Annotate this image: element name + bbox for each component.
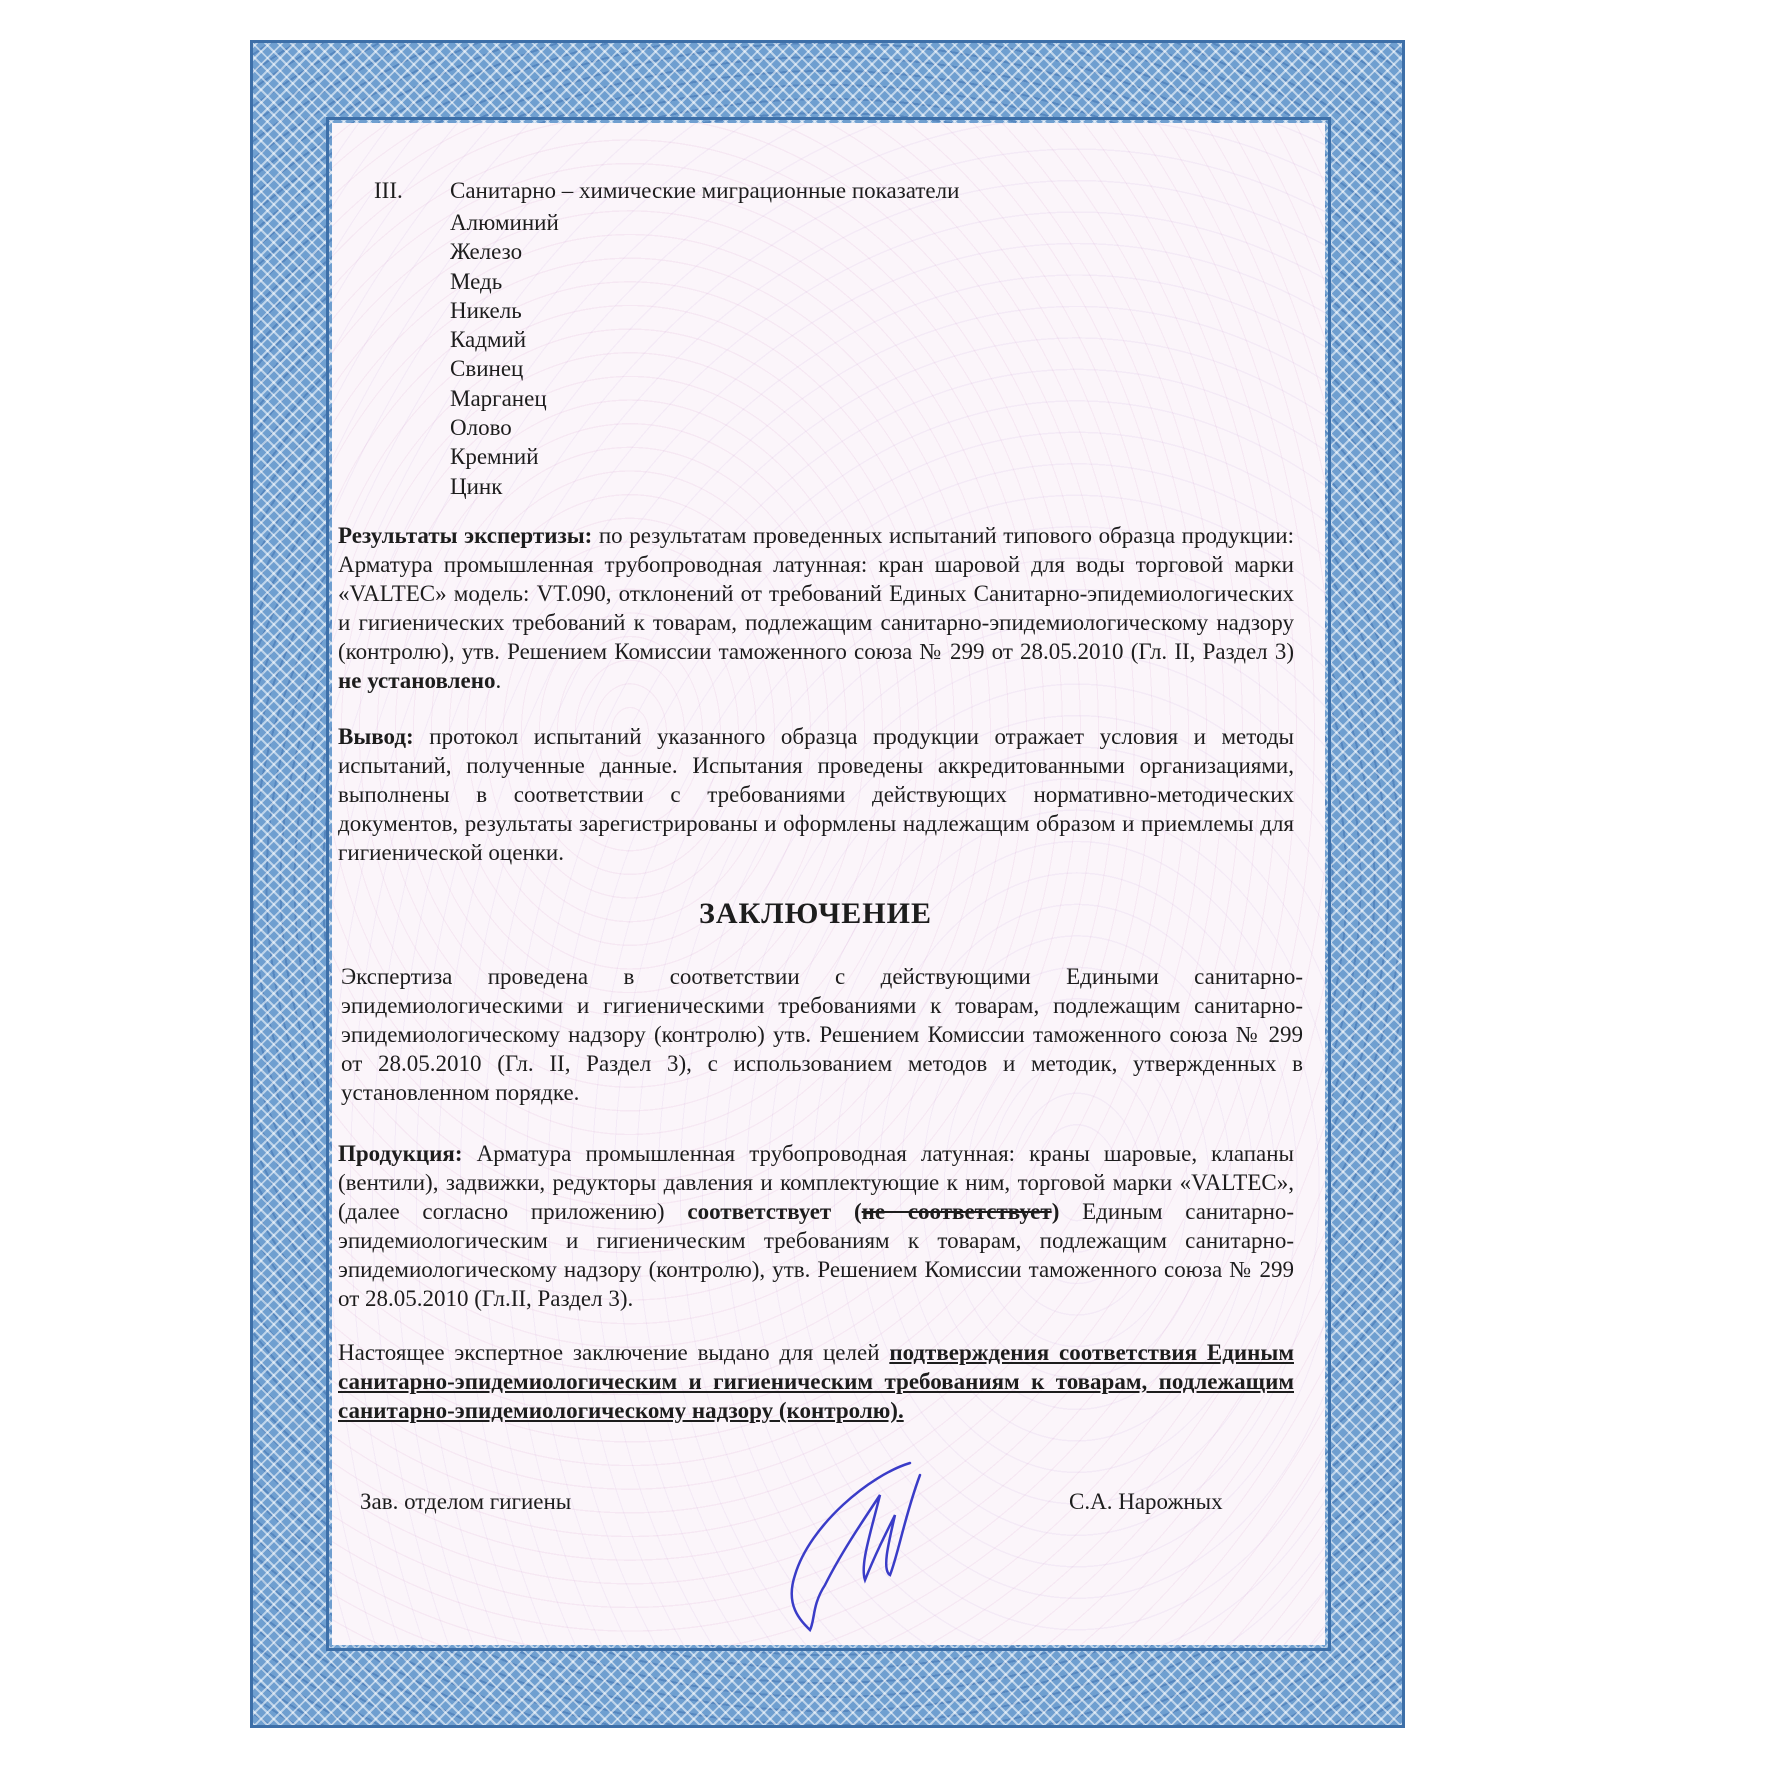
list-item: Кадмий: [450, 327, 527, 353]
page-title: ЗАКЛЮЧЕНИЕ: [699, 897, 932, 930]
product-close-paren: ): [1051, 1199, 1060, 1224]
list-item: Алюминий: [450, 210, 559, 235]
expertise-paragraph: Экспертиза проведена в соответствии с действующими Едиными санитарно-эпидемиологическими и гигиеническими требованиями к товарам, подлежащим санитарно-эпидемиологическому надзору (контролю) утв. Решением Комиссии таможенного союза № 299 от 28.05.2010 (Гл. II, Раздел 3), с использованием методов и методик, утвержденных в установленном порядке.: [341, 964, 1303, 1105]
signer-name: С.А. Нарожных: [1069, 1489, 1223, 1514]
list-item: Медь: [450, 268, 503, 294]
results-emphasis: не установлено: [338, 668, 496, 693]
results-end: .: [495, 668, 502, 693]
conclusion-note-text: протокол испытаний указанного образца продукции отражает условия и методы испытаний, полученные данные. Испытания проведены аккредитованными организациями, выполнены в соответствии с требованиями действующих нормативно-методических документов, результаты зарегистрированы и оформлены надлежащим образом и приемлемы для гигиенической оценки.: [338, 724, 1295, 865]
indicator-list: [450, 208, 559, 501]
list-item: Кремний: [450, 444, 539, 470]
product-complies: соответствует: [687, 1199, 832, 1224]
list-item: Марганец: [450, 385, 547, 411]
product-paragraph: [338, 1139, 1294, 1313]
product-not-complies: не соответствует: [861, 1199, 1052, 1224]
product-label: Продукция:: [338, 1141, 463, 1166]
purpose-emphasis: подтверждения соответствия Единым санитарно-эпидемиологическим и гигиеническим требованиям к товарам, подлежащим санитарно-эпидемиологическому надзору (контролю).: [338, 1340, 1294, 1423]
purpose-paragraph: [338, 1338, 1294, 1425]
list-item: Никель: [450, 297, 522, 323]
results-text: по результатам проведенных испытаний типового образца продукции: Арматура промышленная трубопроводная латунная: кран шаровой для воды торговой марки «VALTEC» модель: VT.090, отклонений от требований Единых Санитарно-эпидемиологических и гигиенических требований к товарам, подлежащим санитарно-эпидемиологическому надзору (контролю), утв. Решением Комиссии таможенного союза № 299 от 28.05.2010 (Гл. II, Раздел 3): [338, 523, 1294, 664]
results-paragraph: [338, 521, 1294, 695]
list-item: Железо: [450, 239, 523, 265]
section-number: III.: [374, 178, 403, 203]
signer-title: Зав. отделом гигиены: [360, 1489, 572, 1514]
signature-image: [770, 1455, 930, 1635]
list-item: Свинец: [450, 356, 524, 382]
list-item: Цинк: [450, 473, 503, 499]
purpose-text: Настоящее экспертное заключение выдано для целей: [338, 1340, 880, 1365]
product-rest: Единым санитарно-эпидемиологическим и гигиеническим требованиям к товарам, подлежащим санитарно-эпидемиологическому надзору (контролю), утв. Решением Комиссии таможенного союза № 299 от 28.05.2010 (Гл.II, Раздел 3).: [338, 1199, 1295, 1311]
conclusion-note-paragraph: [338, 722, 1294, 867]
section-title: Санитарно – химические миграционные показатели: [450, 178, 960, 203]
conclusion-note-label: Вывод:: [338, 724, 414, 749]
results-label: Результаты экспертизы:: [338, 523, 593, 548]
product-open-paren: (: [853, 1199, 862, 1224]
product-text: Арматура промышленная трубопроводная латунная: краны шаровые, клапаны (вентили), задвижки, редукторы давления и комплектующие к ним, торговой марки «VALTEC», (далее согласно приложению): [338, 1141, 1295, 1224]
list-item: Олово: [450, 415, 512, 441]
